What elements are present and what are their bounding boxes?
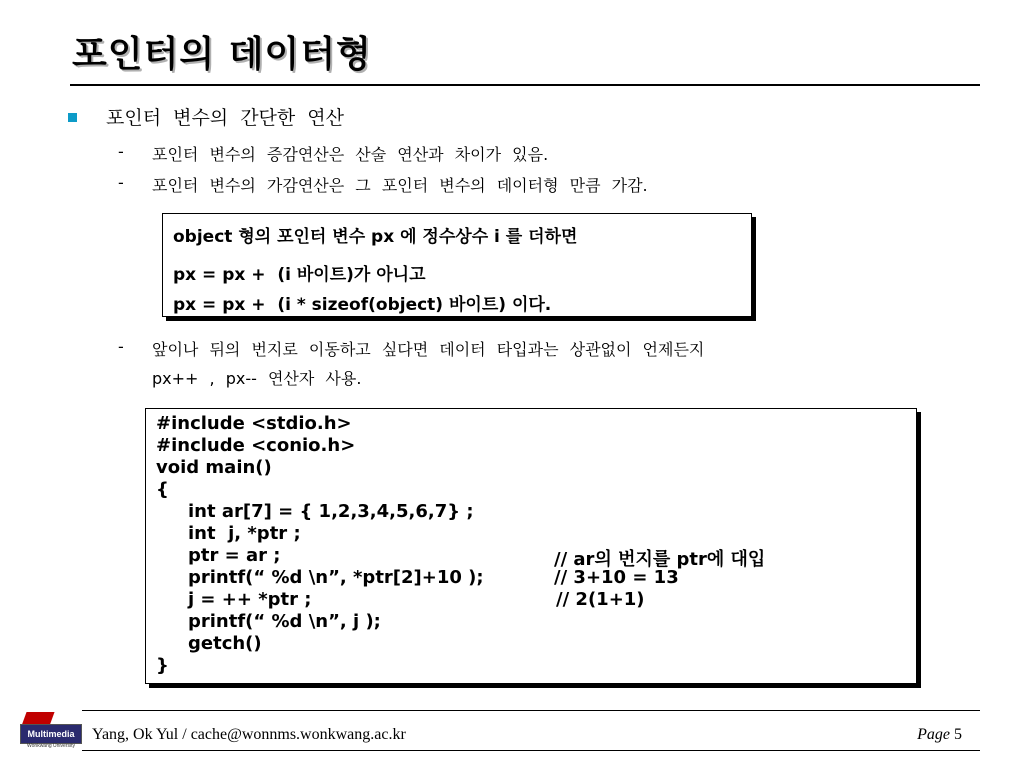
bullet-item-continuation: px++ , px-- 연산자 사용. <box>152 369 362 388</box>
page-number: 5 <box>954 726 962 743</box>
code-line: #include <conio.h> <box>156 435 356 456</box>
code-line: { <box>156 479 169 500</box>
footer-bottom-rule <box>82 750 980 751</box>
title-divider <box>70 84 980 86</box>
footer-author: Yang, Ok Yul / cache@wonnms.wonkwang.ac.kr <box>92 726 406 743</box>
bullet-item: 포인터 변수의 증감연산은 산술 연산과 차이가 있음. <box>152 145 549 164</box>
page-label: Page <box>917 726 950 743</box>
code-comment: // 2(1+1) <box>556 589 645 610</box>
code-line: j = ++ *ptr ; <box>188 589 312 610</box>
code-line: int j, *ptr ; <box>188 523 301 544</box>
note-line: px = px + (i * sizeof(object) 바이트) 이다. <box>173 295 552 315</box>
pointer-arithmetic-note-box <box>162 213 752 317</box>
dash-marker: - <box>118 173 124 192</box>
logo-label: Multimedia <box>20 724 82 744</box>
code-line: int ar[7] = { 1,2,3,4,5,6,7} ; <box>188 501 474 522</box>
code-comment: // 3+10 = 13 <box>554 567 679 588</box>
dash-marker: - <box>118 142 124 161</box>
code-example-box <box>145 408 917 684</box>
code-line: #include <stdio.h> <box>156 413 352 434</box>
code-line: ptr = ar ; <box>188 545 281 566</box>
code-line: printf(“ %d \n”, j ); <box>188 611 381 632</box>
code-line: void main() <box>156 457 272 478</box>
footer-divider <box>82 710 980 711</box>
section-heading: 포인터 변수의 간단한 연산 <box>106 107 345 129</box>
dash-marker: - <box>118 337 124 356</box>
square-bullet-icon <box>68 113 77 122</box>
page-indicator <box>917 726 962 744</box>
code-line: printf(“ %d \n”, *ptr[2]+10 ); <box>188 567 484 588</box>
logo-subtitle: Wonkwang University <box>27 743 75 749</box>
bullet-item: 포인터 변수의 가감연산은 그 포인터 변수의 데이터형 만큼 가감. <box>152 176 648 195</box>
multimedia-logo <box>20 712 82 748</box>
code-line: getch() <box>188 633 262 654</box>
slide-title: 포인터의 데이터형 <box>72 34 372 75</box>
code-line: } <box>156 655 169 676</box>
note-line: px = px + (i 바이트)가 아니고 <box>173 265 426 285</box>
bullet-item: 앞이나 뒤의 번지로 이동하고 싶다면 데이터 타입과는 상관없이 언제든지 <box>152 340 705 359</box>
note-line: object 형의 포인터 변수 px 에 정수상수 i 를 더하면 <box>173 227 578 247</box>
code-comment: // ar의 번지를 ptr에 대입 <box>554 549 766 570</box>
